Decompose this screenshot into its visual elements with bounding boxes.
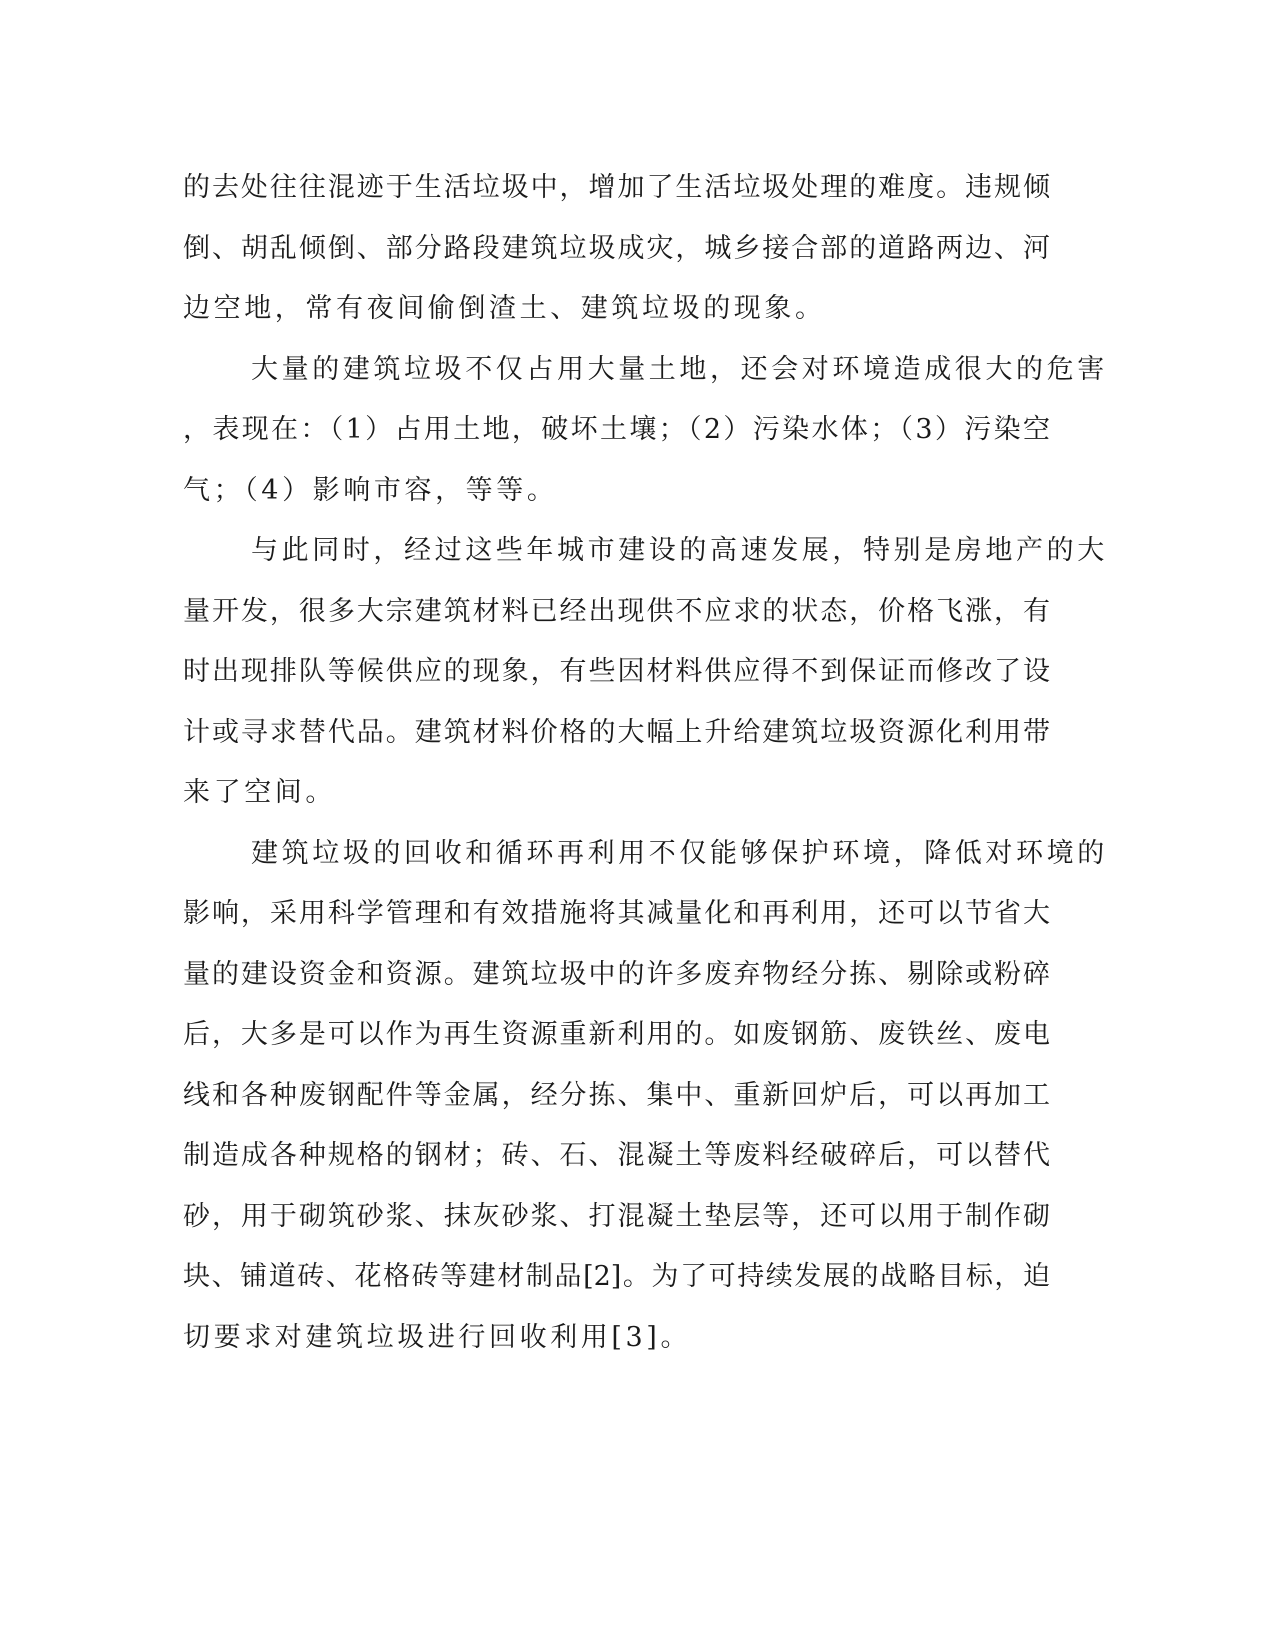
- text-line: 倒、胡乱倾倒、部分路段建筑垃圾成灾，城乡接合部的道路两边、河: [183, 232, 1050, 264]
- text-line: 计或寻求替代品。建筑材料价格的大幅上升给建筑垃圾资源化利用带: [183, 716, 1050, 748]
- text-line: 大量的建筑垃圾不仅占用大量土地，还会对环境造成很大的危害: [251, 353, 1108, 385]
- text-line: 建筑垃圾的回收和循环再利用不仅能够保护环境，降低对环境的: [251, 837, 1108, 869]
- text-line: 线和各种废钢配件等金属，经分拣、集中、重新回炉后，可以再加工: [183, 1079, 1050, 1111]
- text-line: 量开发，很多大宗建筑材料已经出现供不应求的状态，价格飞涨，有: [183, 595, 1050, 627]
- text-line: 来了空间。: [183, 777, 336, 808]
- text-line: 时出现排队等候供应的现象，有些因材料供应得不到保证而修改了设: [183, 656, 1050, 687]
- text-line: 影响，采用科学管理和有效措施将其减量化和再利用，还可以节省大: [183, 898, 1050, 929]
- text-line: 切要求对建筑垃圾进行回收利用[3]。: [183, 1321, 692, 1353]
- text-line: 量的建设资金和资源。建筑垃圾中的许多废弃物经分拣、剔除或粉碎: [183, 958, 1050, 990]
- text-line: 制造成各种规格的钢材；砖、石、混凝土等废料经破碎后，可以替代: [183, 1140, 1050, 1171]
- text-line: 与此同时，经过这些年城市建设的高速发展，特别是房地产的大: [251, 535, 1108, 566]
- text-line: ，表现在：（1）占用土地，破坏土壤；（2）污染水体；（3）污染空: [183, 414, 1050, 445]
- text-line: 的去处往往混迹于生活垃圾中，增加了生活垃圾处理的难度。违规倾: [183, 172, 1050, 203]
- text-line: 后，大多是可以作为再生资源重新利用的。如废钢筋、废铁丝、废电: [183, 1019, 1050, 1050]
- text-line: 砂，用于砌筑砂浆、抹灰砂浆、打混凝土垫层等，还可以用于制作砌: [183, 1200, 1050, 1232]
- text-line: 边空地，常有夜间偷倒渣土、建筑垃圾的现象。: [183, 293, 826, 324]
- document-body: [183, 158, 1108, 1368]
- text-line: 块、铺道砖、花格砖等建材制品[2]。为了可持续发展的战略目标，迫: [183, 1261, 1050, 1292]
- text-line: 气；（4）影响市容，等等。: [183, 474, 558, 506]
